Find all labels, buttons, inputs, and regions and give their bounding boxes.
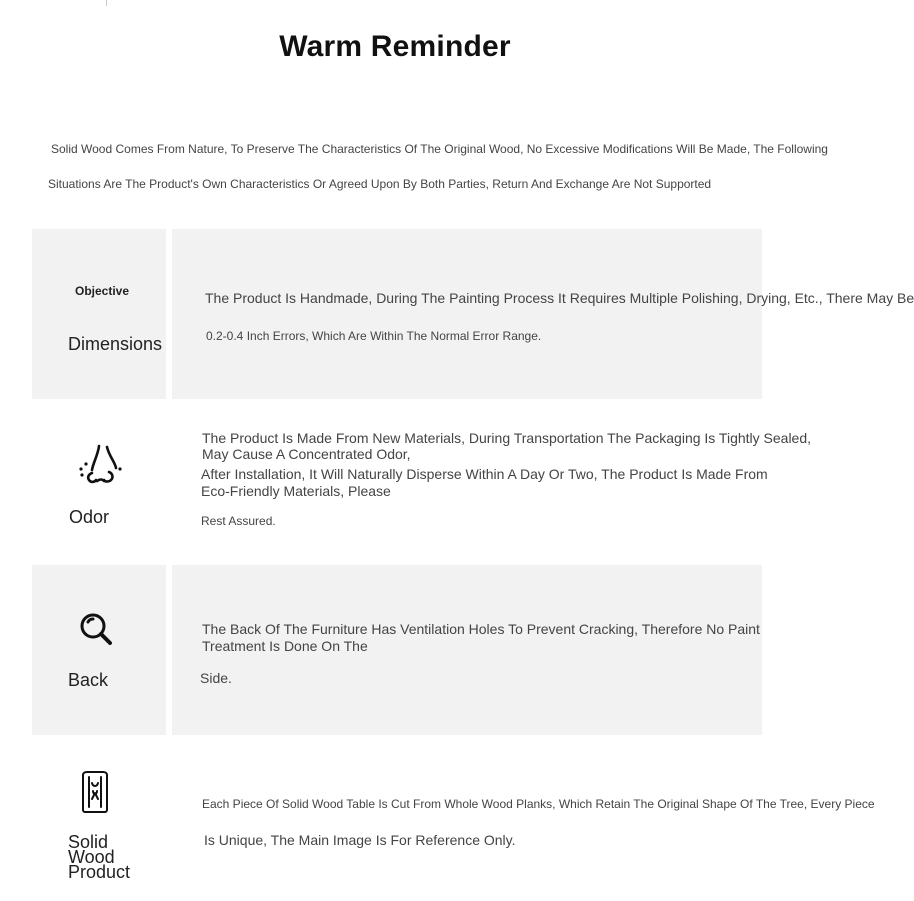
dimensions-label: Dimensions (68, 334, 163, 354)
intro-line-2: Situations Are The Product's Own Characteristics Or Agreed Upon By Both Parties, Return And Exchange Are Not Supported (48, 177, 712, 191)
odor-text-line-1b: May Cause A Concentrated Odor, (202, 446, 411, 462)
dimensions-eyebrow: Objective (75, 284, 130, 298)
divider (106, 0, 107, 6)
magnifier-icon (78, 611, 114, 647)
back-text-line-2: Side. (200, 670, 232, 686)
wood-grain-icon (78, 771, 112, 813)
back-text-line-1: The Back Of The Furniture Has Ventilation Holes To Prevent Cracking, Therefore No Paint (202, 621, 760, 637)
solid-wood-text-line-1: Each Piece Of Solid Wood Table Is Cut From Whole Wood Planks, Which Retain The Original Shape Of The Tree, Every Piece (202, 797, 875, 811)
odor-label: Odor (69, 507, 110, 527)
dimensions-text-line-1: The Product Is Handmade, During The Painting Process It Requires Multiple Polishing, Drying, Etc., There May Be (205, 290, 914, 306)
page-title: Warm Reminder (279, 30, 511, 63)
odor-text-line-3: Rest Assured. (201, 514, 276, 528)
solid-wood-label-line-3: Product (68, 862, 131, 882)
odor-text-line-1: The Product Is Made From New Materials, During Transportation The Packaging Is Tightly Sealed, (202, 430, 812, 446)
dimensions-label-panel (32, 229, 166, 399)
nose-icon (76, 443, 124, 487)
back-label: Back (68, 670, 109, 690)
odor-text-line-2: After Installation, It Will Naturally Disperse Within A Day Or Two, The Product Is Made From (201, 466, 768, 482)
back-text-line-1b: Treatment Is Done On The (202, 638, 368, 654)
intro-line-1: Solid Wood Comes From Nature, To Preserve The Characteristics Of The Original Wood, No Excessive Modifications Will Be Made, The Following (51, 142, 828, 156)
dimensions-text-panel (172, 229, 762, 399)
solid-wood-label (68, 832, 131, 882)
solid-wood-text-line-2: Is Unique, The Main Image Is For Reference Only. (204, 832, 516, 848)
back-label-panel (32, 565, 166, 735)
solid-wood-label-line-1: Solid (68, 832, 109, 852)
odor-text-line-2b: Eco-Friendly Materials, Please (201, 483, 391, 499)
solid-wood-label-line-2: Wood (68, 847, 115, 867)
dimensions-text-line-2: 0.2-0.4 Inch Errors, Which Are Within The Normal Error Range. (206, 329, 542, 343)
